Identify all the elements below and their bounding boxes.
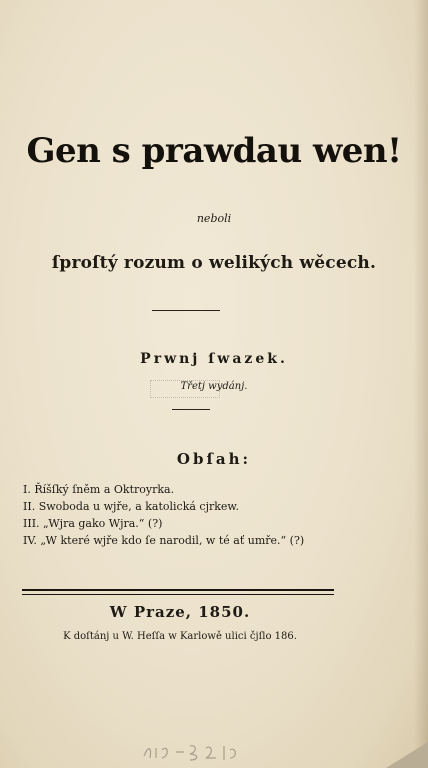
book-title: Gen s prawdau wen! — [26, 131, 402, 171]
book-subtitle: ſproſtý rozum o welikých wěcech. — [51, 253, 377, 273]
contents-item — [23, 515, 403, 532]
contents-item-text: Swoboda u wjře, a katolická cjrkew. — [38, 500, 240, 513]
contents-item-text: Říšſký ſněm a Oktroyrka. — [34, 483, 175, 496]
imprint-place-year: W Praze, 1850. — [109, 603, 251, 621]
contents-item-text: „Wjra gako Wjra.“ (?) — [43, 517, 163, 530]
contents-heading: Obſah: — [176, 450, 252, 468]
contents-item-number: II. — [23, 500, 36, 513]
contents-item-number: I. — [23, 483, 31, 496]
contents-item — [23, 498, 403, 515]
contents-list — [23, 481, 403, 549]
contents-item — [23, 481, 403, 498]
handwritten-shelfmark — [140, 738, 250, 762]
imprint-seller: K doſtánj u W. Heſſa w Karlowě ulici čjſlo 186. — [63, 631, 297, 642]
title-conjunction: neboli — [196, 212, 232, 225]
volume-label: Prwnj ſwazek. — [140, 351, 288, 367]
contents-item-number: IV. — [23, 534, 37, 547]
double-rule-thick — [22, 589, 334, 591]
double-rule-thin — [22, 594, 334, 595]
edition-label: Třetj wydánj. — [180, 381, 248, 392]
contents-item-text: „W které wjře kdo ſe narodil, w té ať umře.“ (?) — [40, 534, 305, 547]
divider-rule-top — [152, 310, 220, 311]
divider-rule-middle — [172, 409, 210, 410]
contents-item — [23, 532, 403, 549]
contents-item-number: III. — [23, 517, 40, 530]
